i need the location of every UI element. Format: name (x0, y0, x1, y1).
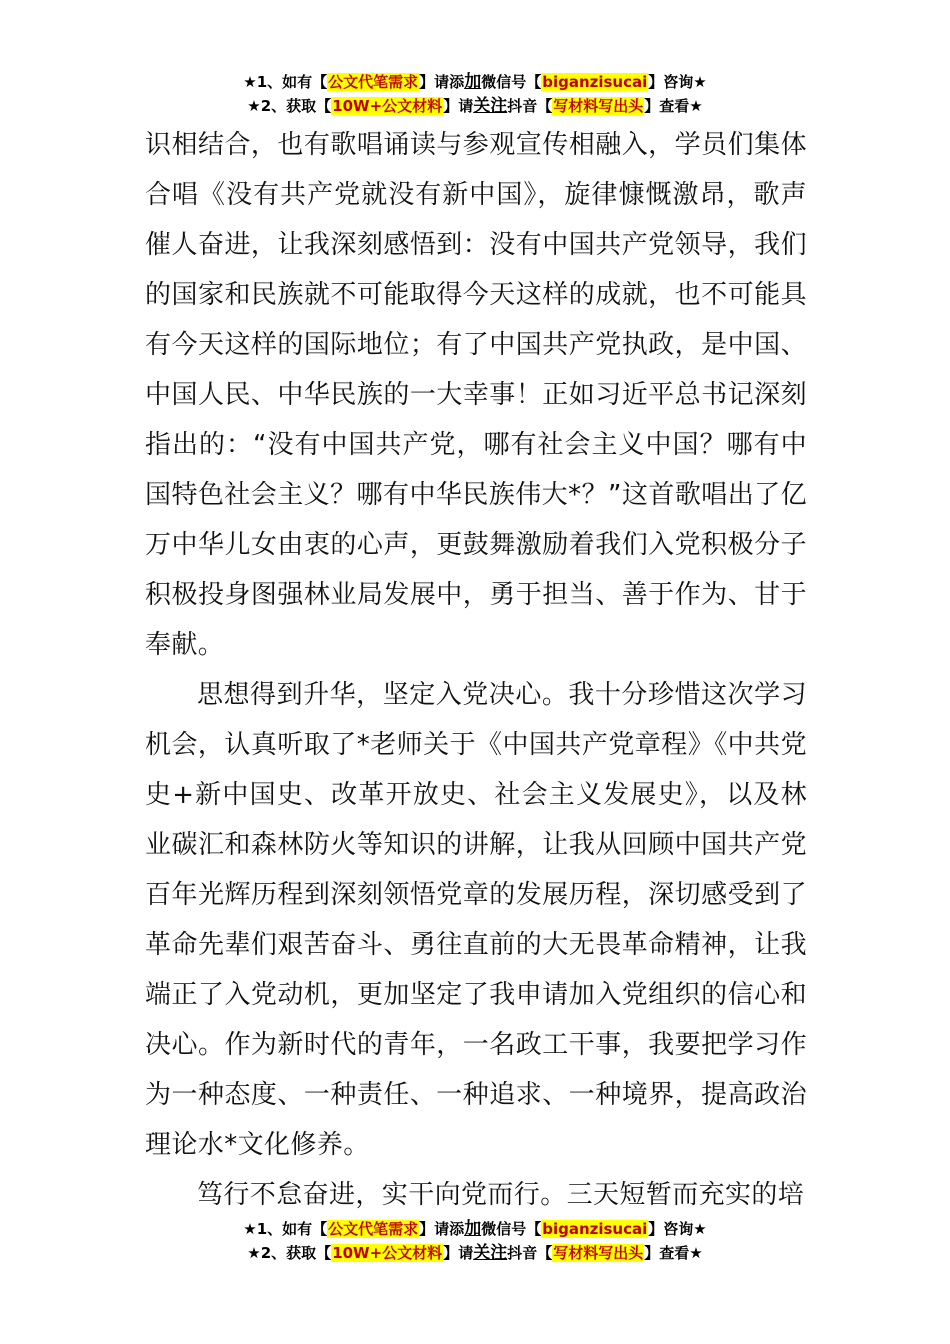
banner-text: 】查看★ (644, 1244, 703, 1262)
document-body (145, 120, 807, 1220)
banner-text: ★1、如有【 (243, 73, 328, 91)
banner-text: 】咨询★ (648, 73, 707, 91)
highlight-service: 公文代笔需求 (328, 73, 419, 91)
banner-emphasis: 加 (464, 72, 482, 92)
banner-emphasis: 关注 (473, 1243, 508, 1263)
highlight-douyin: 写材料写出头 (553, 1244, 644, 1262)
banner-text: ★2、获取【 (247, 97, 332, 115)
highlight-wechat-id: biganzisucai (542, 1220, 648, 1238)
banner-line-1 (0, 70, 950, 94)
banner-text: ★2、获取【 (247, 1244, 332, 1262)
banner-text: 微信号【 (481, 73, 542, 91)
paragraph: 笃行不怠奋进，实干向党而行。三天短暂而充实的培 (197, 1180, 805, 1210)
paragraph: 识相结合，也有歌唱诵读与参观宣传相融入，学员们集体合唱《没有共产党就没有新中国》，旋律慷慨激昂，歌声催人奋进，让我深刻感悟到：没有中国共产党领导，我们的国家和民族就不可能取得今天这样的成就，也不可能具有今天这样的国际地位；有了中国共产党执政，是中国、中国人民、中华民族的一大幸事！正如习近平总书记深刻指出的：“没有中国共产党，哪有社会主义中国？哪有中国特色社会主义？哪有中华民族伟大*？”这首歌唱出了亿万中华儿女由衷的心声，更鼓舞激励着我们入党积极分子积极投身图强林业局发展中，勇于担当、善于作为、甘于奉献。 (145, 130, 807, 660)
highlight-douyin: 写材料写出头 (553, 97, 644, 115)
highlight-materials: 10W+公文材料 (332, 1244, 443, 1262)
banner-text: ★1、如有【 (243, 1220, 328, 1238)
banner-emphasis: 加 (464, 1219, 482, 1239)
banner-text: 】请添 (419, 1220, 465, 1238)
banner-text: 】查看★ (644, 97, 703, 115)
highlight-service: 公文代笔需求 (328, 1220, 419, 1238)
header-banner (0, 70, 950, 118)
footer-banner (0, 1217, 950, 1265)
banner-text: 】请 (443, 97, 474, 115)
banner-emphasis: 关注 (473, 96, 508, 116)
banner-text: 抖音【 (507, 1244, 553, 1262)
banner-text: 】咨询★ (648, 1220, 707, 1238)
banner-line-2 (0, 1241, 950, 1265)
banner-line-2 (0, 94, 950, 118)
highlight-wechat-id: biganzisucai (542, 73, 648, 91)
banner-line-1 (0, 1217, 950, 1241)
banner-text: 抖音【 (507, 97, 553, 115)
banner-text: 】请 (443, 1244, 474, 1262)
highlight-materials: 10W+公文材料 (332, 97, 443, 115)
banner-text: 】请添 (419, 73, 465, 91)
paragraph: 思想得到升华，坚定入党决心。我十分珍惜这次学习机会，认真听取了*老师关于《中国共产党章程》《中共党史+新中国史、改革开放史、社会主义发展史》，以及林业碳汇和森林防火等知识的讲解，让我从回顾中国共产党百年光辉历程到深刻领悟党章的发展历程，深切感受到了革命先辈们艰苦奋斗、勇往直前的大无畏革命精神，让我端正了入党动机，更加坚定了我申请加入党组织的信心和决心。作为新时代的青年，一名政工干事，我要把学习作为一种态度、一种责任、一种追求、一种境界，提高政治理论水*文化修养。 (145, 680, 807, 1160)
banner-text: 微信号【 (481, 1220, 542, 1238)
